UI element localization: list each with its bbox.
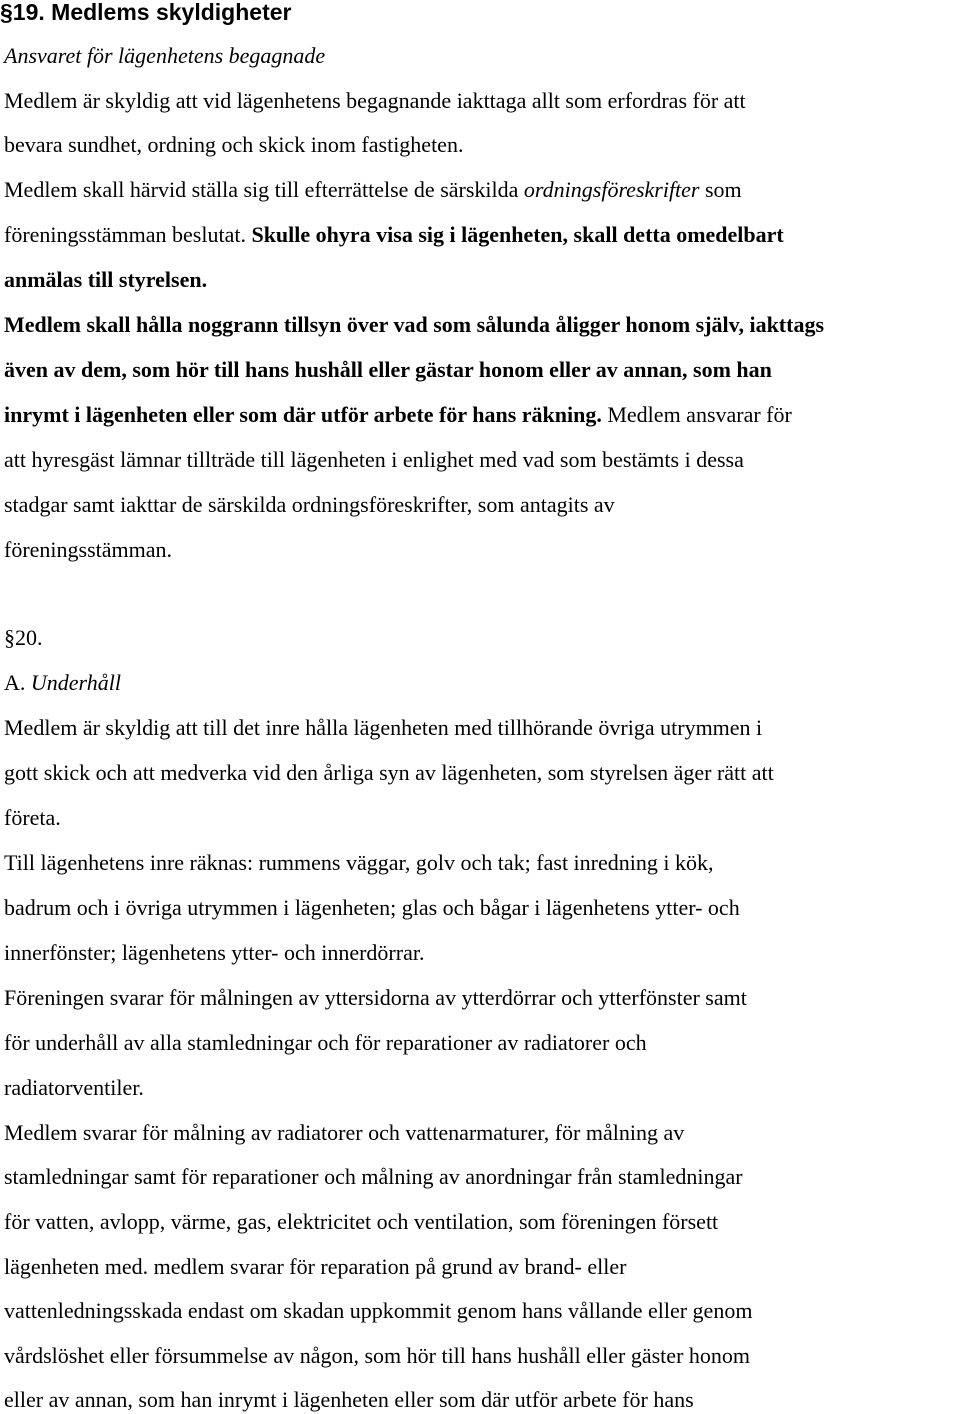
paragraph-line: Medlem är skyldig att till det inre hålla lägenheten med tillhörande övriga utrymmen i: [4, 715, 763, 740]
paragraph-line: [4, 223, 784, 249]
paragraph-line: Medlem skall hålla noggrann tillsyn över vad som sålunda åligger honom själv, iakttags: [4, 312, 825, 337]
text-run: Medlem skall härvid ställa sig till efterrättelse de särskilda: [4, 177, 524, 202]
paragraph-line: även av dem, som hör till hans hushåll eller gästar honom eller av annan, som han: [4, 357, 772, 382]
text-run: A.: [4, 670, 31, 695]
paragraph-line: föreningsstämman.: [4, 537, 173, 562]
paragraph-line: lägenheten med. medlem svarar för reparation på grund av brand- eller: [4, 1254, 627, 1279]
paragraph-line: för vatten, avlopp, värme, gas, elektricitet och ventilation, som föreningen försett: [4, 1209, 719, 1234]
text-run-bold: Skulle ohyra visa sig i lägenheten, skall detta omedelbart: [251, 222, 784, 247]
section-20-heading: §20.: [4, 625, 43, 650]
paragraph-line: badrum och i övriga utrymmen i lägenheten; glas och bågar i lägenhetens ytter- och: [4, 895, 740, 920]
text-run: Medlem ansvarar för: [607, 402, 792, 427]
text-run-bold: inrymt i lägenheten eller som där utför arbete för hans räkning.: [4, 402, 608, 427]
paragraph-line: vårdslöshet eller försummelse av någon, som hör till hans hushåll eller gäster honom: [4, 1343, 751, 1368]
text-run: som: [699, 177, 742, 202]
section-19-heading: §19. Medlems skyldigheter: [0, 0, 292, 25]
paragraph-line: vattenledningsskada endast om skadan uppkommit genom hans vållande eller genom: [4, 1298, 753, 1323]
paragraph-line: bevara sundhet, ordning och skick inom fastigheten.: [4, 132, 464, 157]
section-20-subheading: [4, 671, 121, 697]
paragraph-line: att hyresgäst lämnar tillträde till lägenheten i enlighet med vad som bestämts i dessa: [4, 447, 744, 472]
paragraph-line: anmälas till styrelsen.: [4, 267, 208, 292]
paragraph-line: Till lägenhetens inre räknas: rummens väggar, golv och tak; fast inredning i kök,: [4, 850, 714, 875]
paragraph-line: radiatorventiler.: [4, 1075, 144, 1100]
paragraph-line: Föreningen svarar för målningen av yttersidorna av ytterdörrar och ytterfönster samt: [4, 985, 747, 1010]
paragraph-line: gott skick och att medverka vid den årliga syn av lägenheten, som styrelsen äger rätt att: [4, 760, 774, 785]
section-19-subheading: Ansvaret för lägenhetens begagnade: [4, 43, 326, 68]
paragraph-line: [4, 403, 792, 429]
paragraph-line: eller av annan, som han inrymt i lägenheten eller som där utför arbete för hans: [4, 1387, 694, 1412]
text-run: föreningsstämman beslutat.: [4, 222, 252, 247]
paragraph-line: för underhåll av alla stamledningar och för reparationer av radiatorer och: [4, 1030, 647, 1055]
paragraph-line: [4, 178, 742, 204]
paragraph-line: Medlem svarar för målning av radiatorer och vattenarmaturer, för målning av: [4, 1120, 685, 1145]
text-run-italic: Underhåll: [30, 670, 121, 695]
paragraph-line: innerfönster; lägenhetens ytter- och innerdörrar.: [4, 940, 425, 965]
paragraph-line: stamledningar samt för reparationer och målning av anordningar från stamledningar: [4, 1164, 743, 1189]
paragraph-line: företa.: [4, 805, 61, 830]
text-run-italic: ordningsföreskrifter: [523, 177, 700, 202]
paragraph-line: Medlem är skyldig att vid lägenhetens begagnande iakttaga allt som erfordras för att: [4, 88, 746, 113]
paragraph-line: stadgar samt iakttar de särskilda ordningsföreskrifter, som antagits av: [4, 492, 615, 517]
